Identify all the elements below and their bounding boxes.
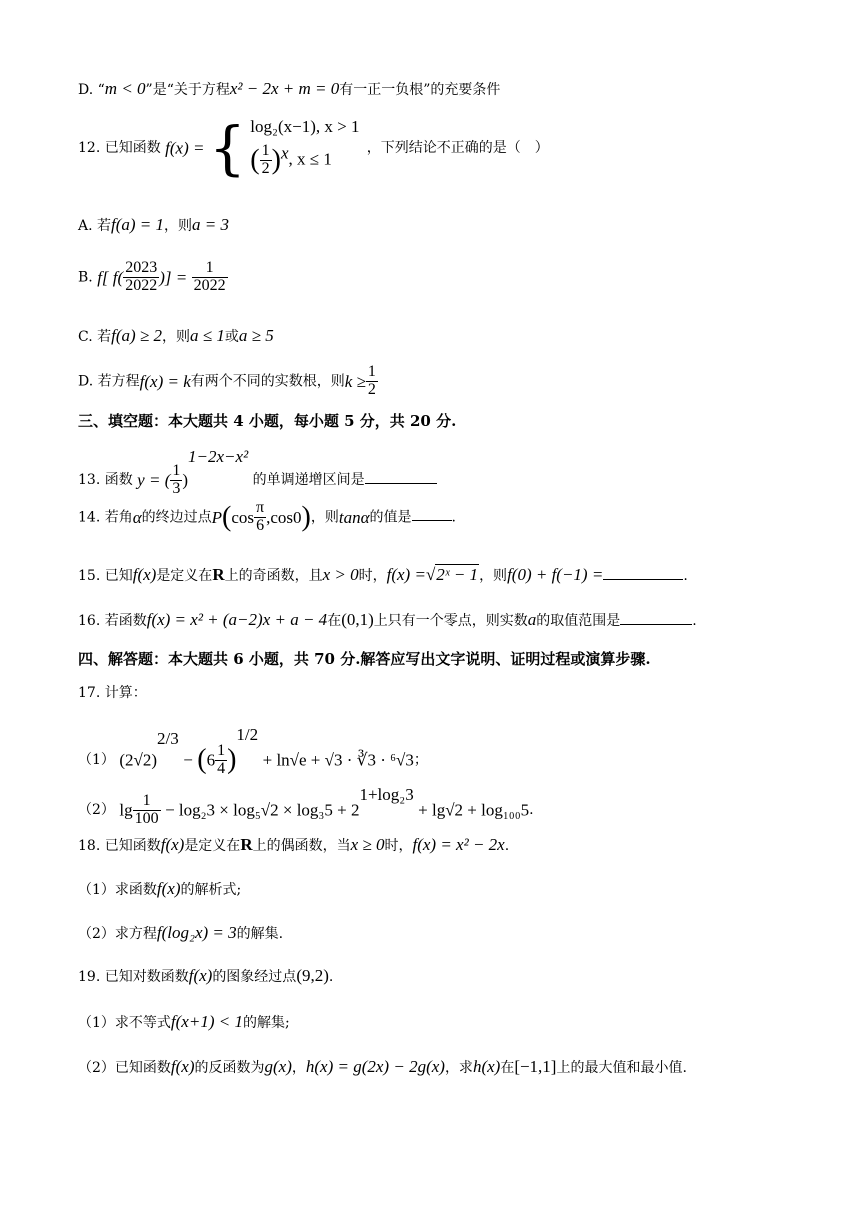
q19-part-1: （1）求不等式f(x+1) < 1的解集; [78, 1012, 290, 1031]
q17-part-1: （1） $(2√2)^{2/3} - (6$ $\frac{1}{4}$ )$^{1/2}$ + ln√e + √3 · ∛3 · ⁶√3； [78, 725, 428, 777]
q15: 15. 已知f(x)是定义在R上的奇函数，且x > 0时，f(x) =√2ˣ − 1，则f(0) + f(−1) = . [78, 565, 688, 584]
piecewise-brace: { [208, 113, 246, 182]
q14: 14. 若角α的终边过点P(cos $\frac{\pi}{6}$ ,cos0)，则tanα的值是 . [78, 499, 456, 534]
q15-answer-blank [603, 578, 683, 580]
q16: 16. 若函数f(x) = x² + (a−2)x + a − 4在(0,1)上只有一个零点，则实数a的取值范围是 . [78, 610, 697, 629]
q19-stem: 19. 已知对数函数f(x)的图象经过点(9,2). [78, 966, 334, 985]
q13: 13. 函数 y = ( $\frac{1}{3}$ )$^{1-2x-x^2}$ 的单调递增区间是 [78, 448, 437, 497]
q12-stem: 12. 已知函数 f(x) = { log₂(x−1), x > 1 ( $\frac{1}{2}$ )$^x$, x ≤ 1 ，下列结论不正确的是（ ） [78, 113, 549, 182]
q17-stem: 17. 计算： [78, 685, 147, 701]
q14-answer-blank [412, 519, 452, 521]
q11-option-d: D. “m < 0”是“关于方程x² − 2x + m = 0有一正一负根”的充要条件 [78, 79, 501, 98]
q19-part-2: （2）已知函数f(x)的反函数为g(x)，h(x) = g(2x) − 2g(x)，求h(x)在[−1,1]上的最大值和最小值. [78, 1057, 687, 1076]
q12-option-a: A. 若f(a) = 1，则a = 3 [78, 215, 230, 234]
section-3-heading: 三、填空题：本大题共 4 小题，每小题 5 分，共 20 分. [78, 412, 457, 430]
q12-option-b: B. f[ f( $\frac{2023}{2022}$ )] = $\frac{1}{2022}$ [78, 259, 226, 294]
q16-answer-blank [620, 623, 692, 625]
section-4-heading: 四、解答题：本大题共 6 小题，共 70 分.解答应写出文字说明、证明过程或演算步骤. [78, 650, 651, 668]
q12-option-d: D. 若方程f(x) = k有两个不同的实数根，则k ≥ $\frac{1}{2}$ [78, 363, 376, 398]
q18-part-1: （1）求函数f(x)的解析式; [78, 879, 242, 898]
q13-answer-blank [365, 482, 437, 484]
piecewise-cases: log₂(x−1), x > 1 ( $\frac{1}{2}$ )$^x$, x ≤ 1 [250, 117, 360, 177]
q17-part-2: （2） lg $\frac{1}{100}$ − $\log_23 \times \log_5√2 \times \log_35 + 2^{1+log_23} + \lg√2 + \log_{100}5$. [78, 785, 534, 827]
q18-stem: 18. 已知函数f(x)是定义在R上的偶函数，当x ≥ 0时，f(x) = x² − 2x. [78, 835, 510, 854]
q12-option-c: C. 若f(a) ≥ 2，则a ≤ 1或a ≥ 5 [78, 326, 274, 345]
q18-part-2: （2）求方程f(log₂x) = 3的解集. [78, 923, 284, 942]
